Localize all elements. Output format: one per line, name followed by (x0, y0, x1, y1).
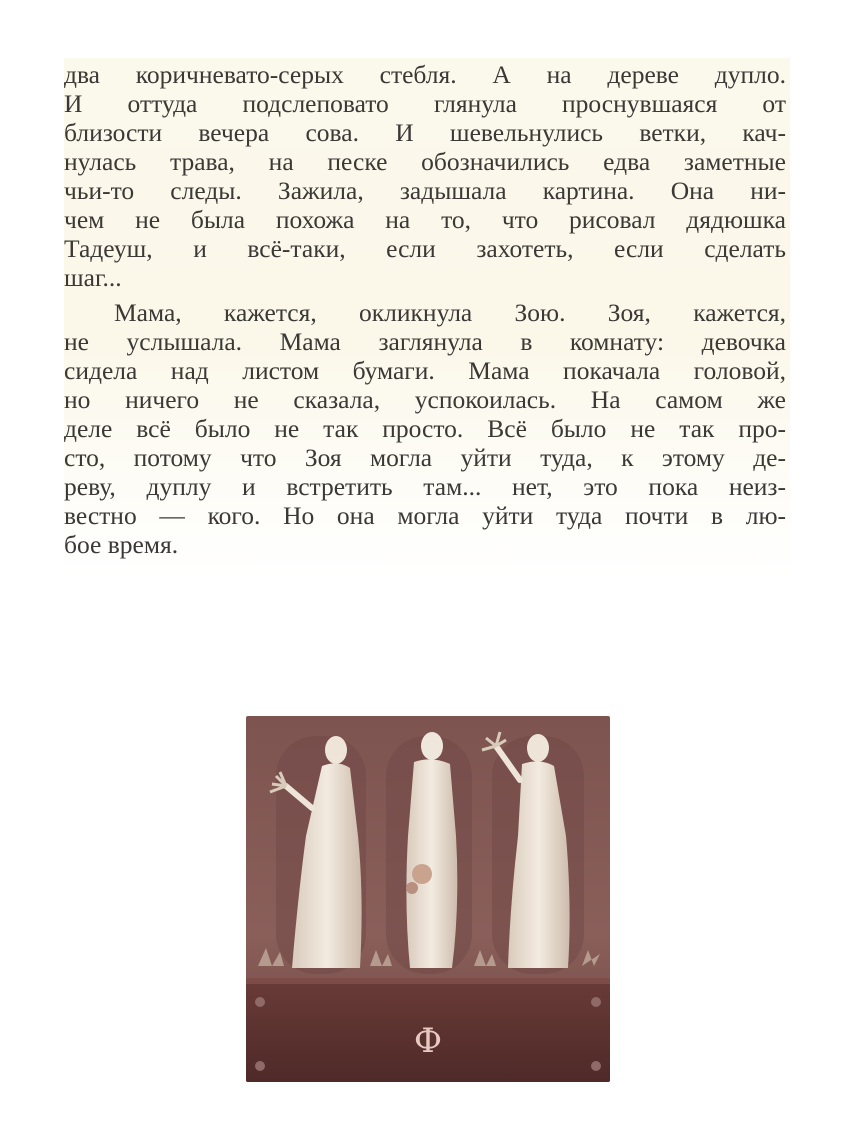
illustration-three-figures (246, 716, 610, 1082)
text-line: чьи-то следы. Зажила, задышала картина. Она ни- (64, 176, 786, 205)
text-line: И оттуда подслеповато глянула проснувшаяся от (64, 89, 786, 118)
text-line: Тадеуш, и всё-таки, если захотеть, если сделать (64, 234, 786, 263)
text-line: два коричневато-серых стебля. А на дереве дупло. (64, 60, 786, 89)
text-line: не услышала. Мама заглянула в комнату: девочка (64, 327, 786, 356)
text-line: бое время. (64, 530, 179, 559)
text-line: сидела над листом бумаги. Мама покачала головой, (64, 356, 786, 385)
text-line: сто, потому что Зоя могла уйти туда, к этому де- (64, 443, 786, 472)
center-figure (406, 732, 457, 968)
text-line: шаг... (64, 263, 122, 292)
text-line: но ничего не сказала, успокоилась. На самом же (64, 385, 786, 414)
text-line: деле всё было не так просто. Всё было не так про- (64, 414, 786, 443)
text-line: нулась трава, на песке обозначились едва заметные (64, 147, 786, 176)
text-line: вестно — кого. Но она могла уйти туда почти в лю- (64, 501, 786, 530)
text-line: Мама, кажется, окликнула Зою. Зоя, кажется, (114, 298, 786, 327)
text-line: реву, дуплу и встретить там... нет, это пока неиз- (64, 472, 786, 501)
text-line: чем не была похожа на то, что рисовал дядюшка (64, 205, 786, 234)
emblem-letter: Ф (413, 1021, 443, 1061)
text-line: близости вечера сова. И шевельнулись ветки, кач- (64, 118, 786, 147)
